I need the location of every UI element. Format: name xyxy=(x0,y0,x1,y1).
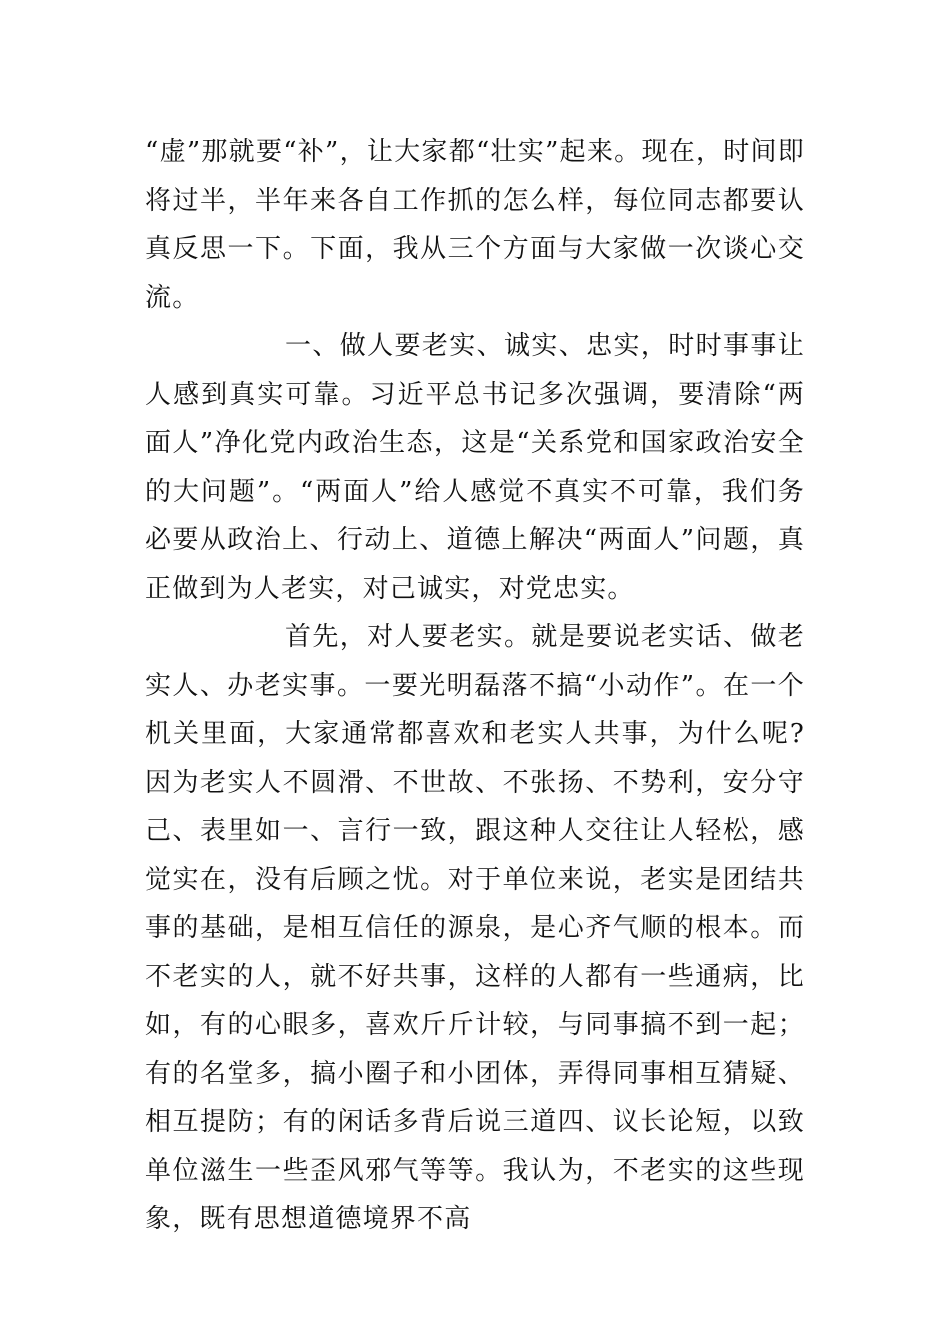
document-body xyxy=(145,128,805,1244)
paragraph-intro: “虚”那就要“补”，让大家都“壮实”起来。现在，时间即将过半，半年来各自工作抓的怎么样，每位同志都要认真反思一下。下面，我从三个方面与大家做一次谈心交流。 xyxy=(145,137,805,313)
paragraph-first-point: 首先，对人要老实。就是要说老实话、做老实人、办老实事。一要光明磊落不搞“小动作”。在一个机关里面，大家通常都喜欢和老实人共事，为什么呢?因为老实人不圆滑、不世故、不张扬、不势利，安分守己、表里如一、言行一致，跟这种人交往让人轻松，感觉实在，没有后顾之忧。对于单位来说，老实是团结共事的基础，是相互信任的源泉，是心齐气顺的根本。而不老实的人，就不好共事，这样的人都有一些通病，比如，有的心眼多，喜欢斤斤计较，与同事搞不到一起；有的名堂多，搞小圈子和小团体，弄得同事相互猜疑、相互提防；有的闲话多背后说三道四、议长论短，以致单位滋生一些歪风邪气等等。我认为，不老实的这些现象，既有思想道德境界不高 xyxy=(145,622,805,1234)
paragraph-section-one-heading: 一、做人要老实、诚实、忠实，时时事事让人感到真实可靠。习近平总书记多次强调，要清除“两面人”净化党内政治生态，这是“关系党和国家政治安全的大问题”。“两面人”给人感觉不真实不可靠，我们务必要从政治上、行动上、道德上解决“两面人”问题，真正做到为人老实，对己诚实，对党忠实。 xyxy=(145,331,805,604)
